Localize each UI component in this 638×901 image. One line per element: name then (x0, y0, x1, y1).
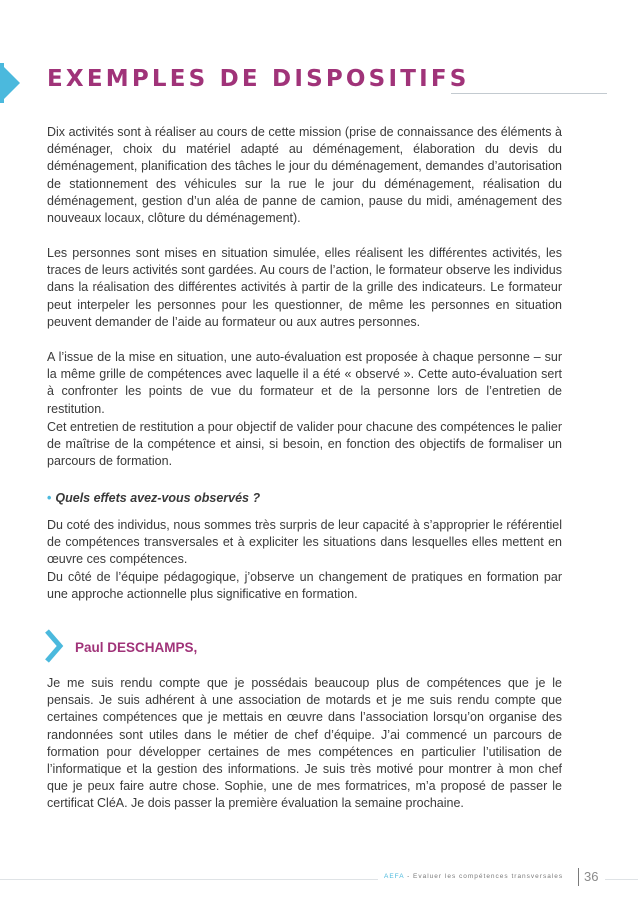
chevron-right-icon (43, 628, 65, 664)
page-footer (0, 866, 638, 890)
corner-arrow-icon (0, 63, 20, 103)
footer-separator (578, 868, 579, 886)
paragraph-effects-individuals: Du coté des individus, nous sommes très surpris de leur capacité à s’approprier le référentiel de compétences transversales et à expliciter les situations dans lesquelles elles mettent en œuvre ces compétences. (47, 518, 562, 567)
paragraph-testimonial: Je me suis rendu compte que je possédais beaucoup plus de compétences que je le pensais. Je suis adhérent à une association de motards et je me suis rendu compte que certaines compétences que je mettais en œuvre dans l’association lorsqu’on organise des randonnées sont utiles dans le métier de chef d’équipe. J’ai commencé un parcours de formation pour développer certaines de mes compétences en particulier l’utilisation de l’informatique et la gestion des informations. Je suis très motivé pour montrer à mon chef que je peux faire autre chose. Sophie, une de mes formatrices, m’a proposé de passer le certificat CléA. Je dois passer la première évaluation la semaine prochaine. (47, 676, 562, 811)
footer-caption (384, 873, 563, 880)
footer-title: - Evaluer les compétences transversales (404, 873, 564, 880)
footer-brand: AEFA (384, 873, 405, 880)
section-heading: EXEMPLES DE DISPOSITIFS (47, 66, 470, 92)
testimonial-name: Paul DESCHAMPS, (75, 640, 198, 655)
bullet-question-text: Quels effets avez-vous observés ? (55, 491, 261, 505)
paragraph-self-evaluation: A l’issue de la mise en situation, une auto-évaluation est proposée à chaque personne – sur la même grille de compétences avec laquelle il a été « observé ». Cette auto-évaluation sert à confronter les points de vue du formateur et de la personne lors de l’entretien de restitution. (47, 350, 562, 416)
paragraph-restitution: Cet entretien de restitution a pour objectif de valider pour chacune des compétences le palier de maîtrise de la compétence et ainsi, si besoin, en fonction des objectifs de formaliser un parcours de formation. (47, 420, 562, 469)
bullet-dot-icon: • (47, 491, 52, 505)
paragraph-activities: Dix activités sont à réaliser au cours de cette mission (prise de connaissance des éléments à déménager, choix du matériel adapté au déménagement, élaboration du devis du déménagement, planification des tâches le jour du déménagement, demandes d’autorisation de stationnement des véhicules sur la rue le jour du déménagement, réalisation du déménagement, gestion d’un aléa de panne de camion, pause du midi, aménagement des nouveaux locaux, clôture du déménagement). (47, 125, 562, 226)
bullet-question (47, 491, 260, 505)
heading-divider (451, 93, 607, 94)
paragraph-effects-team: Du côté de l’équipe pédagogique, j’observe un changement de pratiques en formation par une approche actionnelle plus significative en formation. (47, 570, 562, 602)
footer-divider-left (0, 879, 378, 880)
page-number: 36 (584, 869, 599, 884)
footer-divider-right (605, 879, 638, 880)
paragraph-simulation: Les personnes sont mises en situation simulée, elles réalisent les différentes activités, les traces de leurs activités sont gardées. Au cours de l’action, le formateur observe les individus dans la réalisation des différentes activités à partir de la grille des indicateurs. Le formateur peut interpeler les personnes pour les questionner, de même les personnes en situation peuvent demander de l’aide au formateur ou aux autres personnes. (47, 246, 562, 329)
section-heading-row (47, 66, 607, 102)
